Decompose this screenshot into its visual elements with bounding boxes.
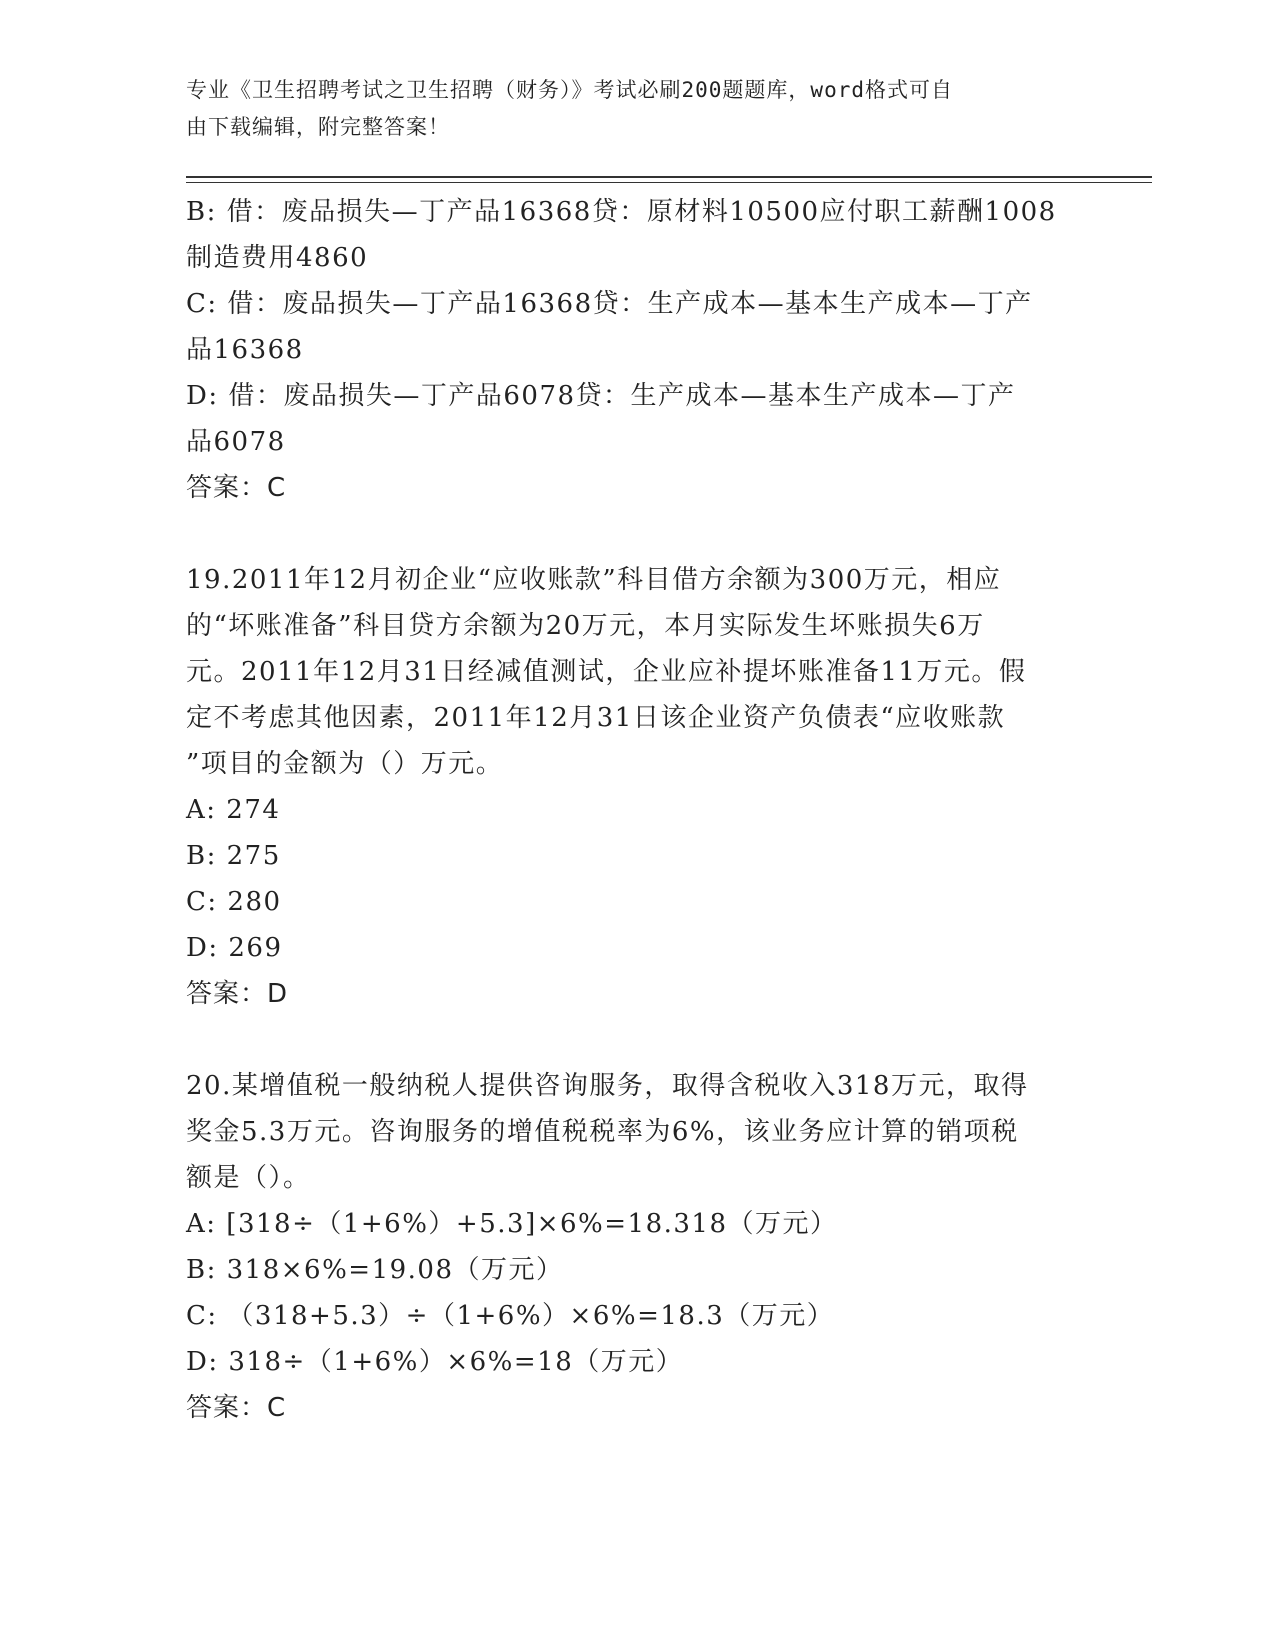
stem-line: ”项目的金额为（）万元。 xyxy=(186,749,504,779)
question-stem xyxy=(186,557,1091,787)
question-19 xyxy=(186,557,1091,1017)
header-divider-thin xyxy=(186,182,1152,183)
option-b-line-2: 制造费用4860 xyxy=(186,243,369,273)
header-line-1: 专业《卫生招聘考试之卫生招聘（财务）》考试必刷200题题库，word格式可自 xyxy=(186,78,953,102)
option-c: C: 280 xyxy=(186,887,282,917)
option-b-line-1: B: 借：废品损失—丁产品16368贷：原材料10500应付职工薪酬1008 xyxy=(186,197,1057,227)
stem-line: 的“坏账准备”科目贷方余额为20万元，本月实际发生坏账损失6万 xyxy=(186,611,985,641)
option-c-line-1: C: 借：废品损失—丁产品16368贷：生产成本—基本生产成本—丁产 xyxy=(186,289,1033,319)
stem-line: 20.某增值税一般纳税人提供咨询服务，取得含税收入318万元，取得 xyxy=(186,1071,1029,1101)
option-c: C: （318+5.3）÷（1+6%）×6%=18.3（万元） xyxy=(186,1301,835,1331)
option-c-line-2: 品16368 xyxy=(186,335,304,365)
option-a: A: 274 xyxy=(186,795,281,825)
spacer xyxy=(186,511,1091,557)
option-a: A: [318÷（1+6%）+5.3]×6%=18.318（万元） xyxy=(186,1209,838,1239)
question-18 xyxy=(186,189,1091,511)
option-d: D: 318÷（1+6%）×6%=18（万元） xyxy=(186,1347,684,1377)
stem-line: 定不考虑其他因素，2011年12月31日该企业资产负债表“应收账款 xyxy=(186,703,1006,733)
header-line-2: 由下载编辑，附完整答案！ xyxy=(186,115,450,139)
option-d: D: 269 xyxy=(186,933,283,963)
stem-line: 奖金5.3万元。咨询服务的增值税税率为6%，该业务应计算的销项税 xyxy=(186,1117,1019,1147)
answer-line: 答案：D xyxy=(186,979,289,1009)
spacer xyxy=(186,1017,1091,1063)
stem-line: 元。2011年12月31日经减值测试，企业应补提坏账准备11万元。假 xyxy=(186,657,1027,687)
option-d-line-2: 品6078 xyxy=(186,427,286,457)
page-header xyxy=(186,72,1066,146)
stem-line: 额是（）。 xyxy=(186,1163,311,1193)
document-body xyxy=(186,189,1091,1431)
option-b: B: 318×6%=19.08（万元） xyxy=(186,1255,564,1285)
answer-line: 答案：C xyxy=(186,1393,287,1423)
answer-line: 答案：C xyxy=(186,473,287,503)
question-stem xyxy=(186,1063,1091,1201)
stem-line: 19.2011年12月初企业“应收账款”科目借方余额为300万元，相应 xyxy=(186,565,1002,595)
question-20 xyxy=(186,1063,1091,1431)
option-d-line-1: D: 借：废品损失—丁产品6078贷：生产成本—基本生产成本—丁产 xyxy=(186,381,1016,411)
option-b: B: 275 xyxy=(186,841,281,871)
header-divider xyxy=(186,176,1152,178)
